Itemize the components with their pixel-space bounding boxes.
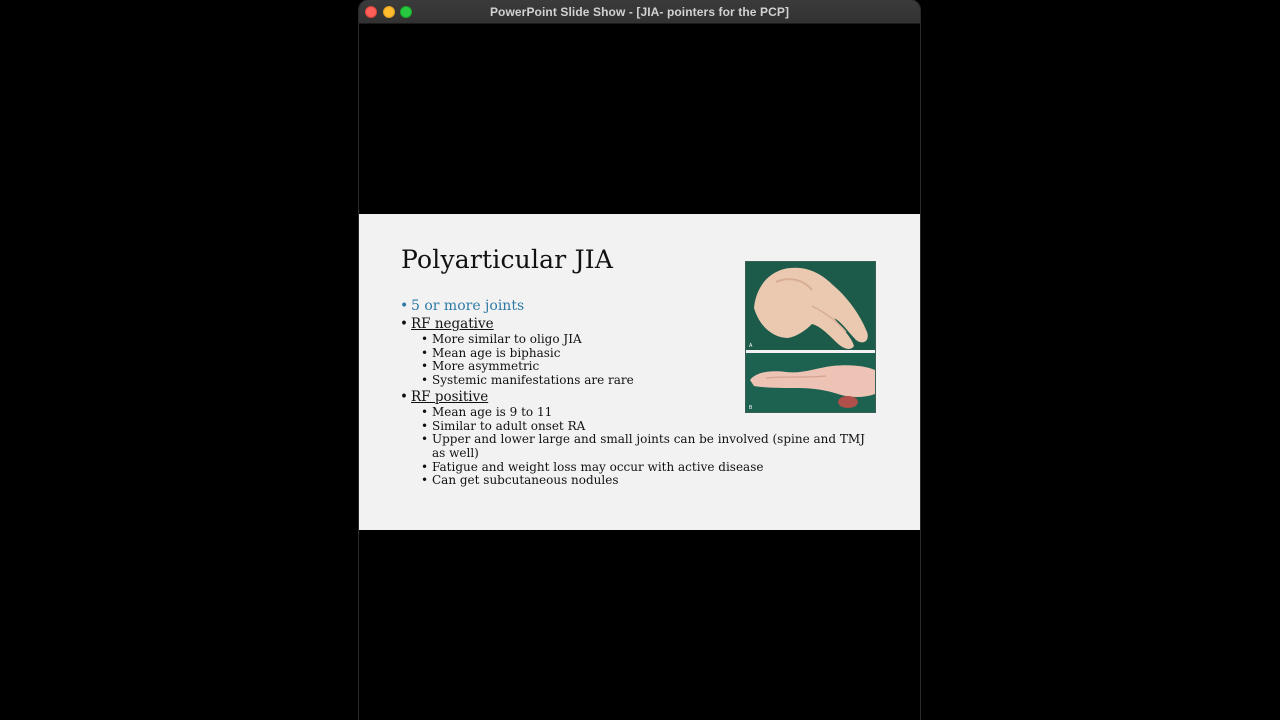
slide-title: Polyarticular JIA — [401, 245, 614, 274]
window-title: PowerPoint Slide Show - [JIA- pointers for the PCP] — [489, 5, 790, 19]
window-titlebar[interactable] — [359, 0, 920, 24]
sub-bullet: • Upper and lower large and small joints can be involved (spine and TMJ as well) — [400, 433, 880, 460]
sub-bullet: • Similar to adult onset RA — [400, 420, 880, 434]
slideshow-window — [359, 0, 920, 720]
rf-positive-label: RF positive — [411, 388, 489, 405]
sub-bullet: • More similar to oligo JIA — [400, 333, 880, 347]
rf-negative-label: RF negative — [411, 316, 494, 332]
hands-photo-illustration — [746, 262, 875, 412]
bullet-joints: • 5 or more joints — [400, 297, 880, 315]
sub-bullet: • Mean age is 9 to 11 — [400, 406, 880, 420]
panel-a-label: A — [749, 343, 753, 349]
panel-b-label: B — [749, 405, 753, 411]
slide[interactable] — [359, 214, 920, 530]
hands-photo — [745, 261, 876, 413]
sub-bullet: • Fatigue and weight loss may occur with active disease — [400, 461, 880, 475]
sub-bullet: • Mean age is biphasic — [400, 347, 880, 361]
sub-bullet: • More asymmetric — [400, 360, 880, 374]
sub-bullet: • Can get subcutaneous nodules — [400, 474, 880, 488]
sub-bullet: • Systemic manifestations are rare — [400, 374, 880, 388]
